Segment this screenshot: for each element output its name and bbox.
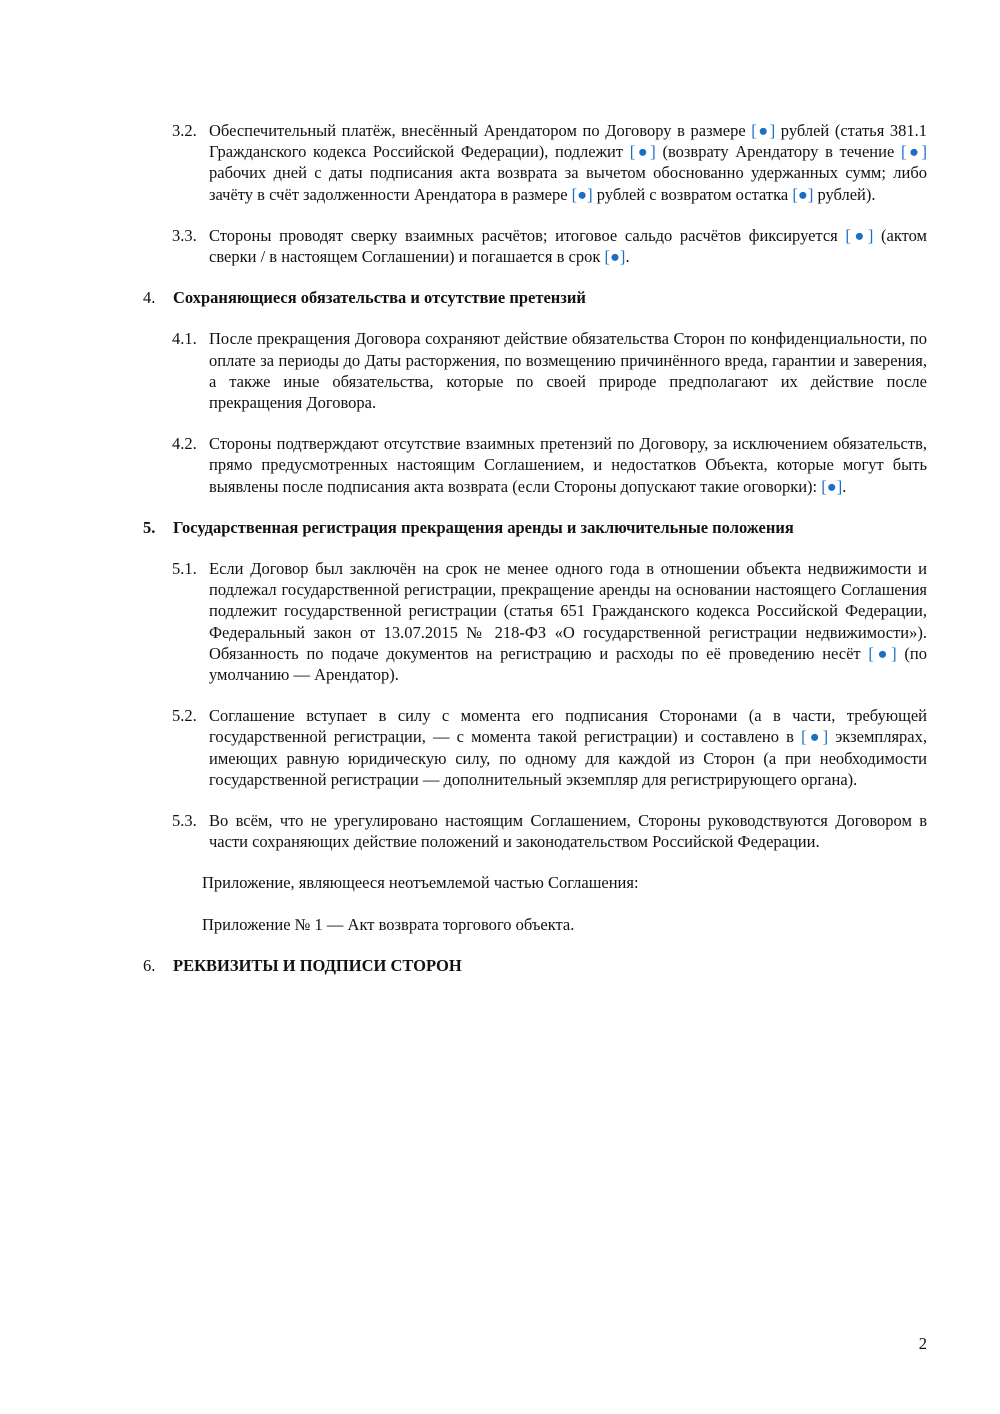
- clause-number: 3.3.: [172, 225, 197, 245]
- clause-5-2: [172, 705, 927, 790]
- section-heading-5: [143, 517, 1000, 538]
- clause-number: 3.2.: [172, 121, 197, 140]
- clause-3-2: [172, 120, 928, 205]
- clause-text: рабочих дней с даты подписания акта возврата за вычетом обоснованно удержанных сумм; либо зачёту в счёт задолженности Арендатора в размере: [209, 163, 927, 204]
- clause-4-1: [172, 328, 927, 413]
- placeholder-marker: [●]: [845, 225, 874, 245]
- section-heading-4: [143, 287, 1000, 308]
- placeholder-marker: [●]: [792, 184, 814, 204]
- placeholder-marker: [●]: [571, 184, 593, 204]
- placeholder-marker: [●]: [801, 727, 829, 747]
- clause-text: Соглашение вступает в силу с момента его подписания Сторонами (а в части, требующей государственной регистрации, — с момента такой регистрации) и составлено в: [209, 706, 927, 747]
- annex-intro: Приложение, являющееся неотъемлемой частью Соглашения:: [202, 873, 639, 893]
- placeholder-marker: [●]: [900, 142, 927, 162]
- clause-text: (актом сверки / в настоящем Соглашении) и погашается в срок: [209, 225, 927, 267]
- clause-text: Если Договор был заключён на срок не менее одного года в отношении объекта недвижимости и подлежал государственной регистрации, прекращение аренды на основании настоящего Соглашения подлежит государственной регистрации (статья 651 Гражданского кодекса Российской Федерации, Федеральный закон от 13.07.2015 № 218-ФЗ «О государственной регистрации недвижимости»). Обязанность по подаче документов на регистрацию и расходы по её проведению несёт: [209, 559, 927, 663]
- clause-text: .: [842, 476, 847, 496]
- clause-text: экземплярах, имеющих равную юридическую силу, по одному для каждой из Сторон (а при необходимости государственной регистрации — дополнительный экземпляр для регистрирующего органа).: [209, 727, 927, 789]
- clause-text: рублей (статья 381.1 Гражданского кодекса Российской Федерации), подлежит: [209, 121, 928, 162]
- clause-text: (возврату Арендатору в течение: [655, 142, 901, 162]
- placeholder-marker: [●]: [751, 121, 776, 140]
- clause-number: 4.2.: [172, 434, 197, 454]
- clause-number: 5.1.: [172, 559, 197, 579]
- annex-item: Приложение № 1 — Акт возврата торгового объекта.: [202, 914, 575, 934]
- clause-text: После прекращения Договора сохраняют действие обязательства Сторон по конфиденциальности, по оплате за периоды до Даты расторжения, по возмещению причинённого вреда, гарантии и заверения, а также иные обязательства, которые по своей природе предполагают их действие после прекращения Договора.: [209, 329, 927, 413]
- clause-4-2: [172, 433, 927, 497]
- section-title: Сохраняющиеся обязательства и отсутствие претензий: [173, 288, 586, 308]
- section-number: 4.: [143, 288, 156, 308]
- clause-number: 4.1.: [172, 329, 197, 349]
- section-number: 6.: [143, 955, 156, 975]
- clause-number: 5.3.: [172, 811, 197, 831]
- placeholder-marker: [●]: [868, 643, 897, 663]
- document-body: [0, 120, 1000, 976]
- clause-3-3: [172, 225, 927, 267]
- clause-text: Стороны проводят сверку взаимных расчётов; итоговое сальдо расчётов фиксируется: [209, 225, 846, 245]
- placeholder-marker: [●]: [604, 247, 626, 267]
- clause-text: рублей с возвратом остатка: [592, 184, 793, 204]
- clause-text: Стороны подтверждают отсутствие взаимных претензий по Договору, за исключением обязательств, прямо предусмотренных настоящим Соглашением, и недостатков Объекта, которые могут быть выявлены после подписания акта возврата (если Стороны допускают такие оговорки):: [209, 434, 927, 496]
- clause-number: 5.2.: [172, 706, 197, 726]
- section-heading-6: [143, 955, 1000, 976]
- clause-text: Во всём, что не урегулировано настоящим Соглашением, Стороны руководствуются Договором в части сохраняющих действие положений и законодательством Российской Федерации.: [209, 811, 927, 852]
- clause-5-3: [172, 810, 927, 852]
- clause-5-1: [172, 558, 928, 685]
- clause-text: (по умолчанию — Арендатор).: [209, 643, 928, 685]
- placeholder-marker: [●]: [629, 142, 656, 162]
- section-title: Государственная регистрация прекращения аренды и заключительные положения: [173, 517, 794, 537]
- page-number: 2: [918, 1334, 927, 1353]
- section-title: РЕКВИЗИТЫ И ПОДПИСИ СТОРОН: [173, 955, 462, 975]
- section-number: 5.: [143, 517, 156, 537]
- clause-text: Обеспечительный платёж, внесённый Арендатором по Договору в размере: [209, 121, 752, 140]
- placeholder-marker: [●]: [821, 476, 843, 496]
- clause-text: рублей).: [813, 184, 876, 204]
- clause-text: .: [625, 247, 630, 267]
